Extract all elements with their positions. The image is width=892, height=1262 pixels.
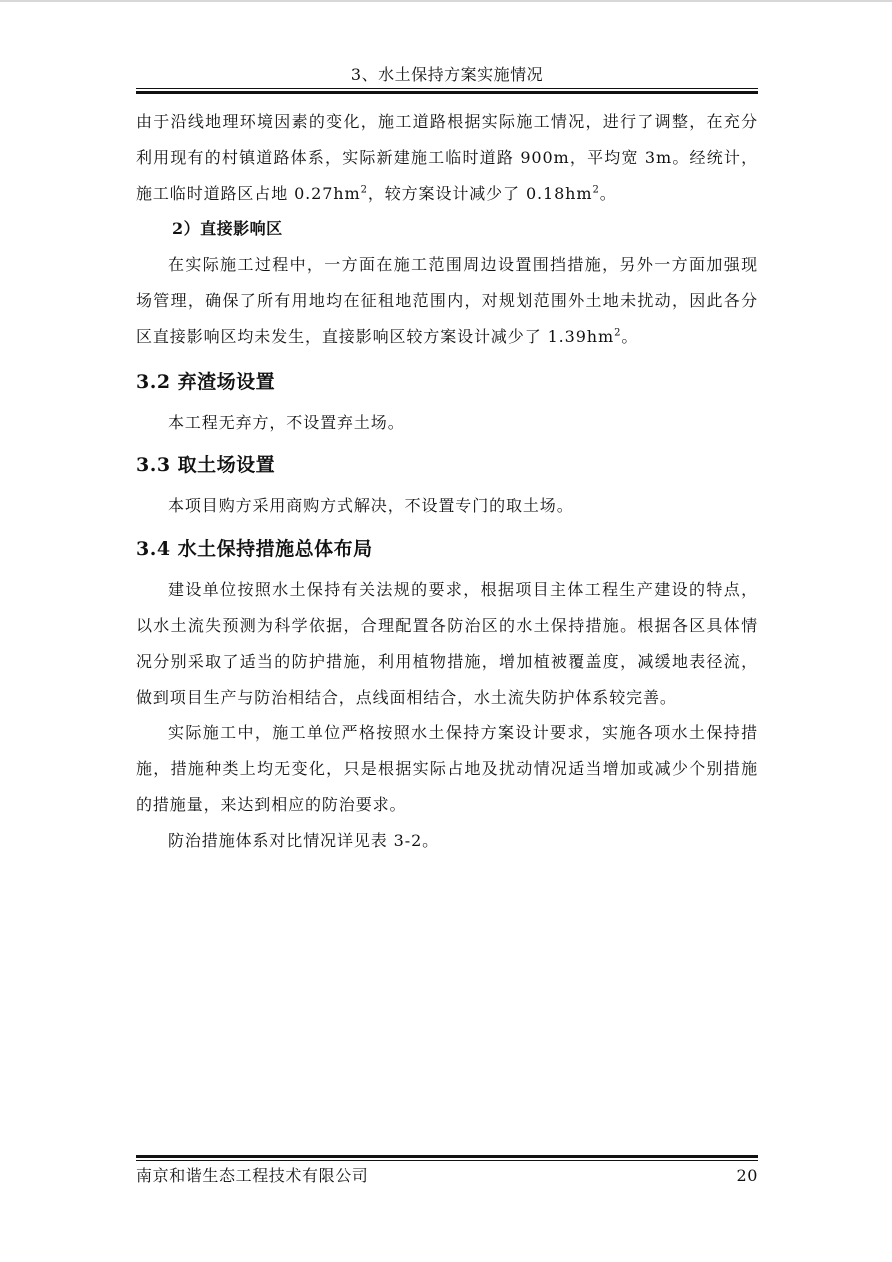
footer-rule-thin [136, 1160, 758, 1161]
page-footer [136, 1164, 758, 1188]
paragraph-3-4-table-ref: 防治措施体系对比情况详见表 3-2。 [168, 830, 440, 850]
paragraph-3-4-layout: 建设单位按照水土保持有关法规的要求，根据项目主体工程生产建设的特点，以水土流失预测为科学依据，合理配置各防治区的水土保持措施。根据各区具体情况分别采取了适当的防护措施，利用植物措施，增加植被覆盖度，减缓地表径流，做到项目生产与防治相结合，点线面相结合，水土流失防护体系较完善。 [136, 580, 758, 707]
footer-rule-thick [136, 1155, 758, 1158]
page-body [136, 104, 758, 859]
section-heading-3-4: 3.4 水土保持措施总体布局 [136, 538, 373, 561]
running-header: 3、水土保持方案实施情况 [350, 65, 544, 84]
subheading-direct-impact: 2）直接影响区 [172, 219, 283, 239]
paragraph-3-2: 本工程无弃方，不设置弃土场。 [168, 412, 405, 432]
section-heading-3-3: 3.3 取土场设置 [136, 454, 276, 477]
page-top-border [0, 0, 892, 2]
paragraph-3-3: 本项目购方采用商购方式解决，不设置专门的取土场。 [168, 496, 574, 516]
paragraph-3-4-implementation: 实际施工中，施工单位严格按照水土保持方案设计要求，实施各项水土保持措施，措施种类上均无变化，只是根据实际占地及扰动情况适当增加或减少个别措施的措施量，来达到相应的防治要求。 [136, 723, 758, 814]
paragraph-direct-impact: 在实际施工过程中，一方面在施工范围周边设置围挡措施，另外一方面加强现场管理，确保了所有用地均在征租地范围内，对规划范围外土地未扰动，因此各分区直接影响区均未发生，直接影响区较方案设计减少了 $1.39hm^2$。 [136, 255, 758, 346]
page-number: 20 [736, 1166, 758, 1185]
footer-company: 南京和谐生态工程技术有限公司 [136, 1166, 369, 1185]
header-rule-thick [136, 91, 758, 94]
header-rule-thin [136, 88, 758, 89]
paragraph-temp-road: 由于沿线地理环境因素的变化，施工道路根据实际施工情况，进行了调整，在充分利用现有的村镇道路体系，实际新建施工临时道路 900m，平均宽 3m。经统计，施工临时道路区占地 $0.27hm^2$，较方案设计减少了 $0.18hm^2$。 [136, 112, 758, 203]
section-heading-3-2: 3.2 弃渣场设置 [136, 370, 276, 393]
